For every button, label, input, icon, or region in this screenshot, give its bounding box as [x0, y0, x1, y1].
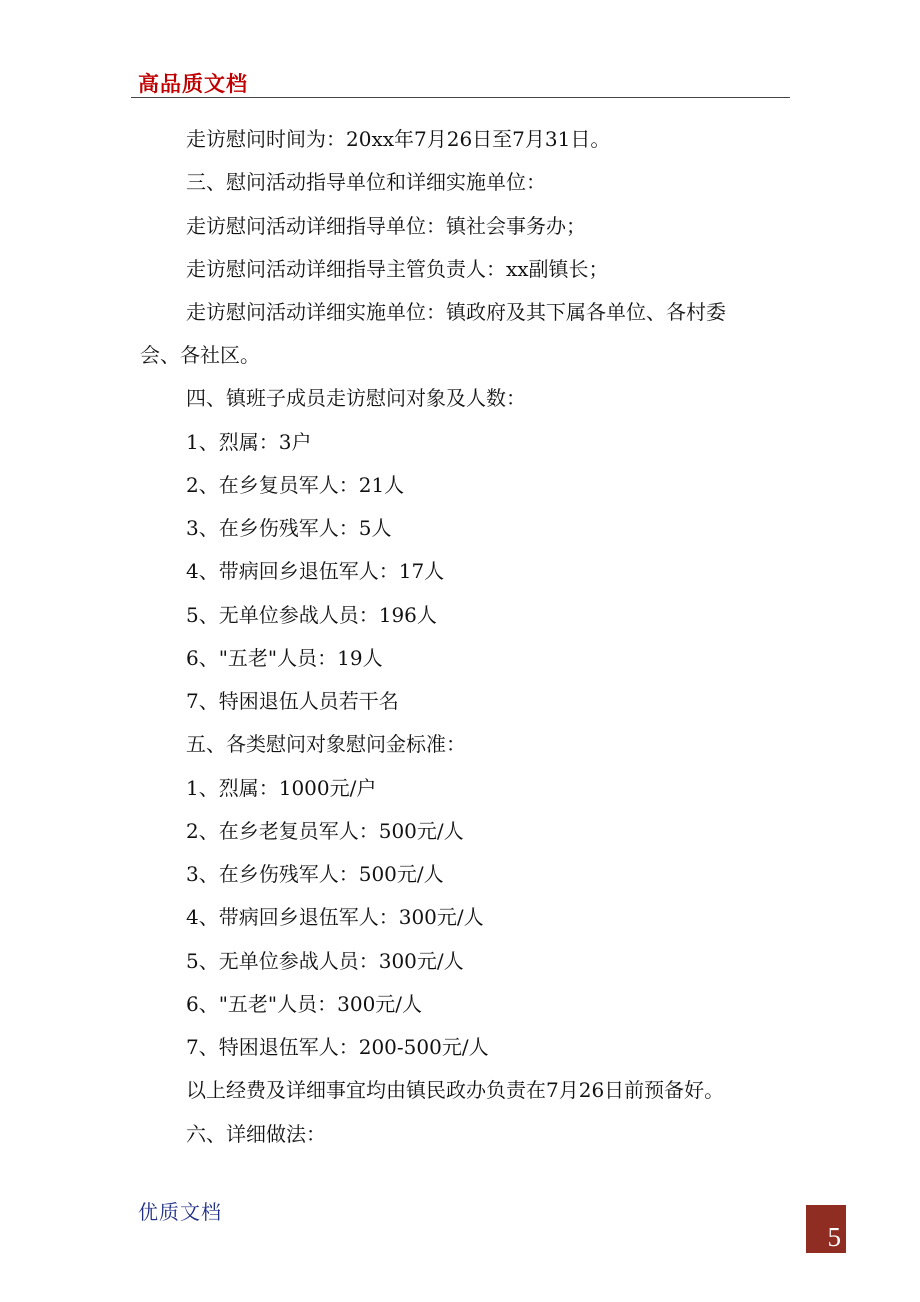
body-line: 五、各类慰问对象慰问金标准： — [186, 732, 466, 756]
body-line: 1、烈属：1000元/户 — [186, 776, 377, 800]
body-line: 3、在乡伤残军人：500元/人 — [186, 862, 444, 886]
body-line: 6、"五老"人员：19人 — [186, 646, 383, 670]
body-line: 5、无单位参战人员：196人 — [186, 603, 437, 627]
body-line: 3、在乡伤残军人：5人 — [186, 516, 392, 540]
body-line: 7、特困退伍军人：200-500元/人 — [186, 1035, 489, 1059]
body-line: 5、无单位参战人员：300元/人 — [186, 949, 464, 973]
page-number: 5 — [827, 1222, 841, 1252]
body-line: 以上经费及详细事宜均由镇民政办负责在7月26日前预备好。 — [186, 1078, 725, 1102]
body-line: 三、慰问活动指导单位和详细实施单位： — [186, 170, 546, 194]
body-line: 1、烈属：3户 — [186, 430, 312, 454]
footer-title: 优质文档 — [138, 1200, 222, 1224]
body-line: 走访慰问活动详细实施单位：镇政府及其下属各单位、各村委 — [186, 300, 726, 324]
body-line: 走访慰问活动详细指导单位：镇社会事务办； — [186, 214, 586, 238]
body-line: 走访慰问活动详细指导主管负责人：xx副镇长； — [186, 257, 609, 281]
body-line: 2、在乡老复员军人：500元/人 — [186, 819, 464, 843]
body-line: 4、带病回乡退伍军人：17人 — [186, 559, 445, 583]
body-line: 会、各社区。 — [140, 343, 260, 367]
body-line: 2、在乡复员军人：21人 — [186, 473, 405, 497]
header-divider — [131, 97, 790, 98]
header-title: 高品质文档 — [138, 72, 248, 96]
body-line: 四、镇班子成员走访慰问对象及人数： — [186, 386, 526, 410]
body-line: 走访慰问时间为：20xx年7月26日至7月31日。 — [186, 127, 611, 151]
page-number-badge — [806, 1205, 846, 1253]
body-line: 7、特困退伍人员若干名 — [186, 689, 399, 713]
body-line: 6、"五老"人员：300元/人 — [186, 992, 423, 1016]
body-line: 4、带病回乡退伍军人：300元/人 — [186, 905, 484, 929]
body-line: 六、详细做法： — [186, 1122, 326, 1146]
